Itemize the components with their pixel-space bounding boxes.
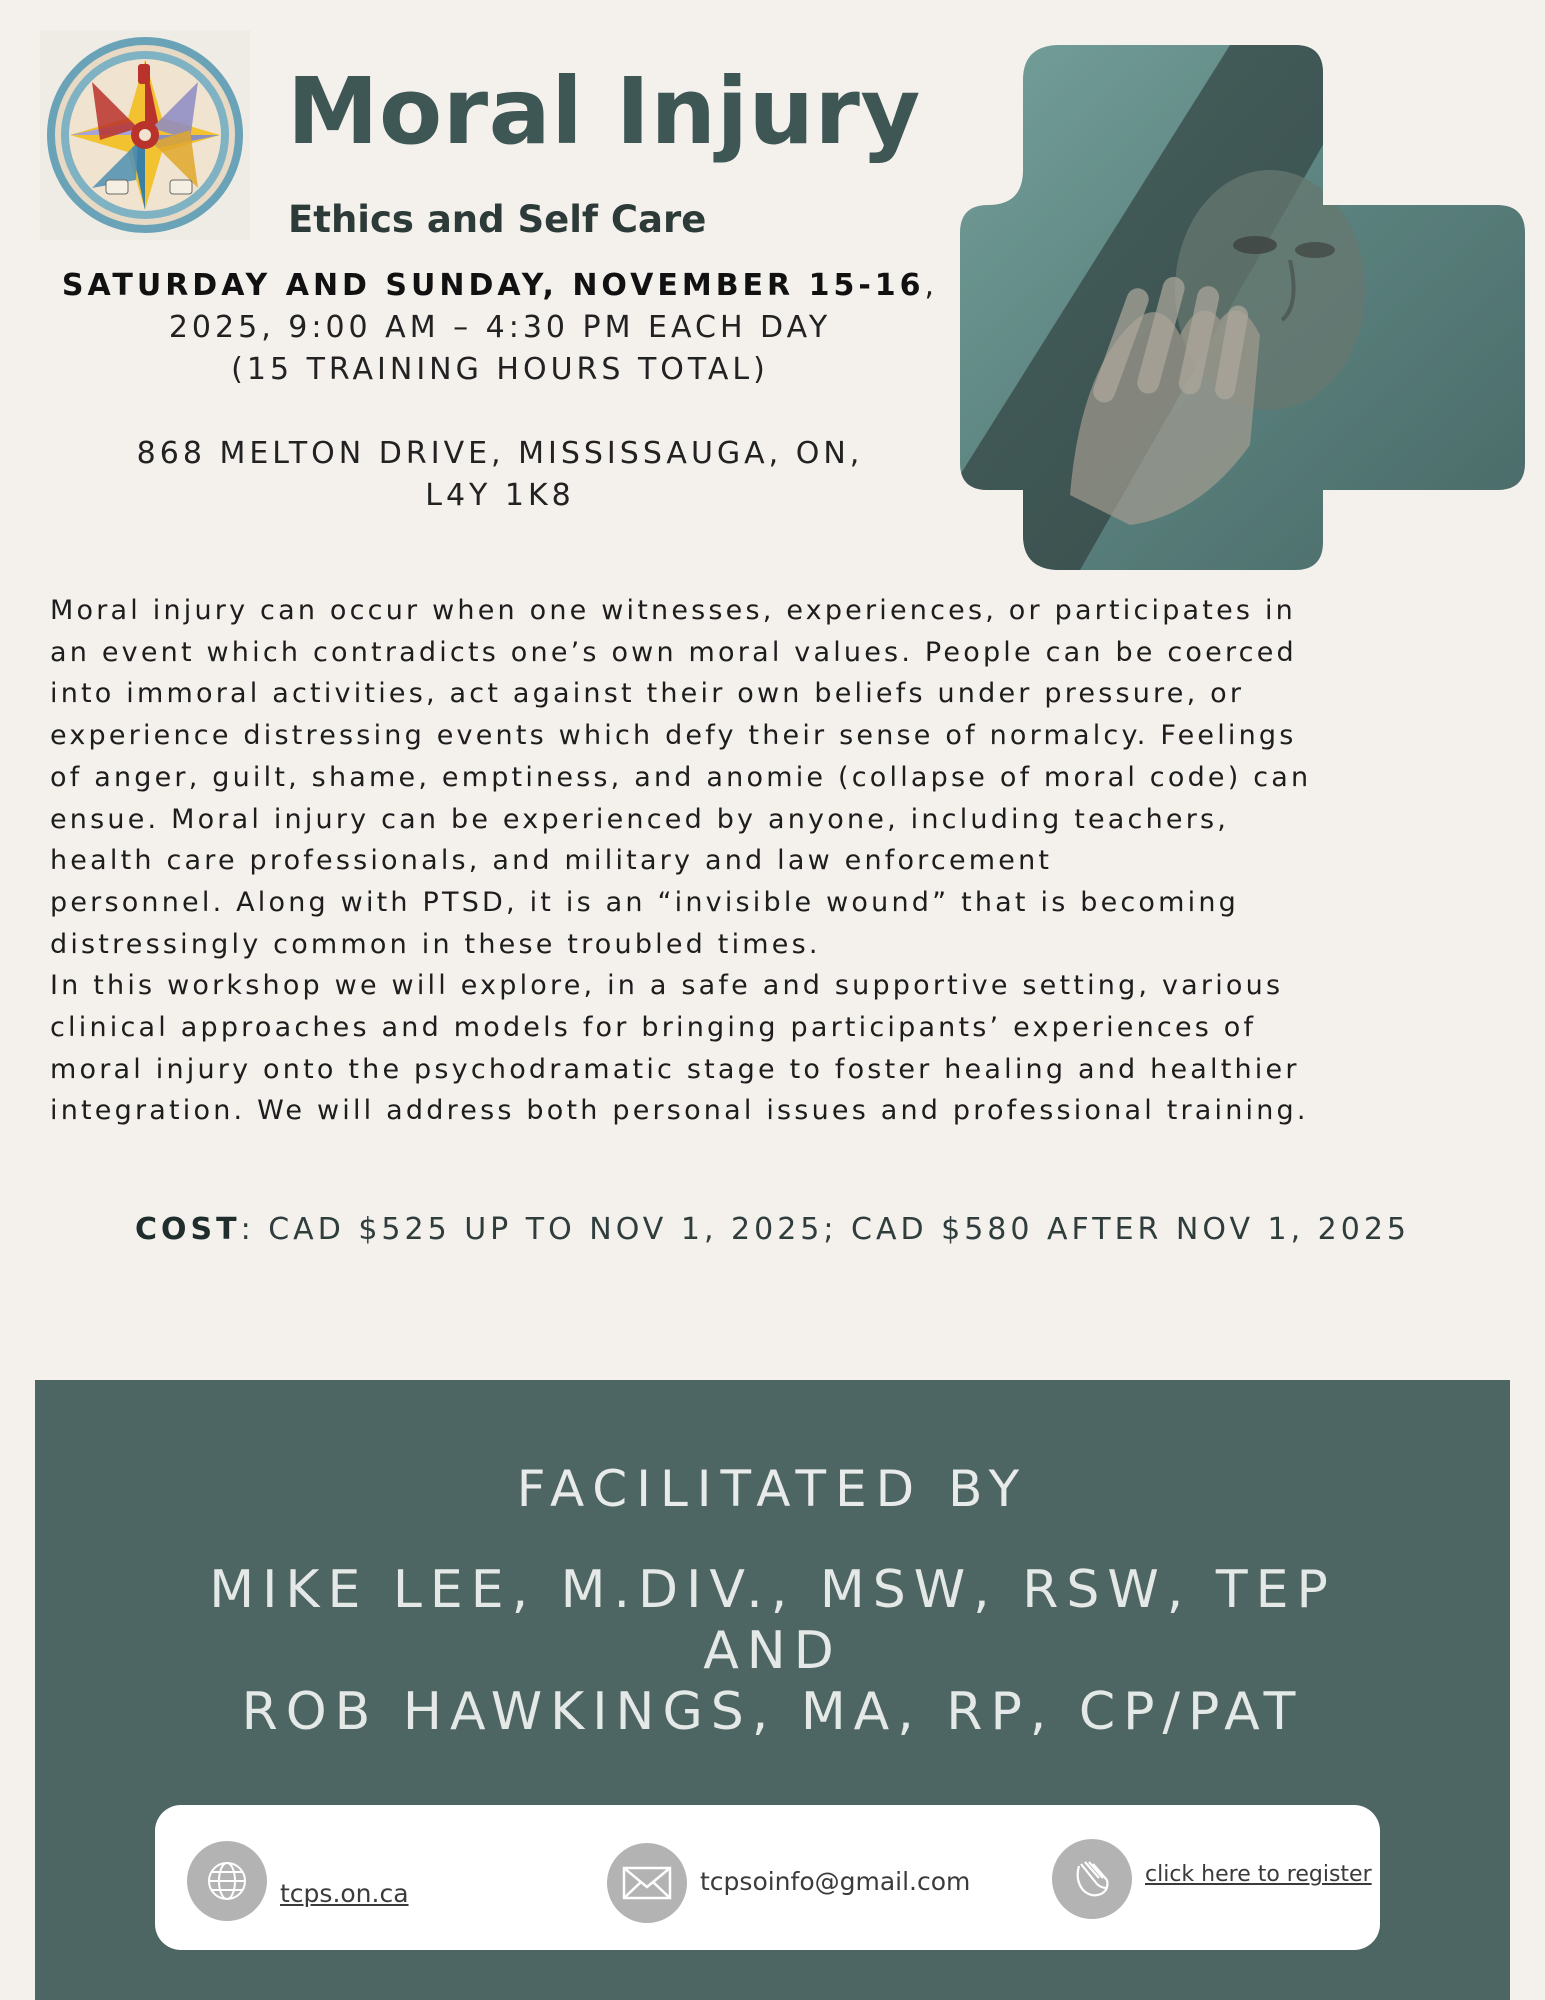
event-dates-bold: SATURDAY AND SUNDAY, NOVEMBER 15-16 [61,268,925,303]
facilitator-1: MIKE LEE, M.DIV., MSW, RSW, TEP [209,1560,1336,1620]
description-line: In this workshop we will explore, in a safe and supportive setting, various [50,970,1284,1002]
hero-photo [960,45,1525,570]
event-address [40,433,960,517]
globe-icon[interactable] [187,1841,267,1921]
cost-text: : CAD $525 UP TO NOV 1, 2025; CAD $580 AFTER NOV 1, 2025 [240,1212,1411,1247]
description-line: Moral injury can occur when one witnesses, experiences, or participates in [50,595,1296,626]
facilitator-names [35,1560,1510,1743]
description-line: health care professionals, and military and law enforcement [50,845,1053,877]
event-schedule [40,265,960,391]
description-line: distressingly common in these troubled times. [50,928,821,960]
address-line-1: 868 MELTON DRIVE, MISSISSAUGA, ON, [136,436,864,471]
description-line: an event which contradicts one’s own moral values. People can be coerced [50,636,1297,668]
facilitator-panel [35,1380,1510,2000]
address-line-2: L4Y 1K8 [425,478,575,513]
envelope-icon[interactable] [607,1843,687,1923]
description-line: integration. We will address both personal issues and professional training. [50,1095,1309,1127]
pointing-hand-icon[interactable] [1052,1839,1132,1919]
workshop-description [50,590,1450,1132]
facilitated-by-heading: FACILITATED BY [516,1460,1029,1518]
cost-label: COST [134,1212,241,1247]
event-dates [40,265,960,307]
description-line: clinical approaches and models for bringing participants’ experiences of [50,1012,1257,1044]
page-subtitle: Ethics and Self Care [288,198,707,241]
description-line: experience distressing events which defy their sense of normalcy. Feelings [50,720,1297,752]
description-line: ensue. Moral injury can be experienced by anyone, including teachers, [50,803,1230,835]
website-link[interactable]: tcps.on.ca [280,1879,409,1908]
event-hours: (15 TRAINING HOURS TOTAL) [231,352,769,387]
description-line: of anger, guilt, shame, emptiness, and anomie (collapse of moral code) can [50,761,1312,793]
event-dates-suffix: , [924,268,939,303]
register-link[interactable]: click here to register [1145,1862,1372,1887]
tcps-logo [40,30,250,240]
page-title: Moral Injury [287,58,921,165]
description-line: into immoral activities, act against their own beliefs under pressure, or [50,678,1245,710]
facilitator-2: ROB HAWKINGS, MA, RP, CP/PAT [241,1682,1304,1742]
description-line: personnel. Along with PTSD, it is an “invisible wound” that is becoming [50,886,1240,918]
facilitator-conjunction: AND [703,1621,842,1681]
email-address[interactable]: tcpsoinfo@gmail.com [700,1867,971,1896]
cost-info [40,1212,1505,1247]
event-times: 2025, 9:00 AM – 4:30 PM EACH DAY [168,310,832,345]
description-line: moral injury onto the psychodramatic stage to foster healing and healthier [50,1053,1300,1085]
contact-bar [155,1805,1380,1950]
